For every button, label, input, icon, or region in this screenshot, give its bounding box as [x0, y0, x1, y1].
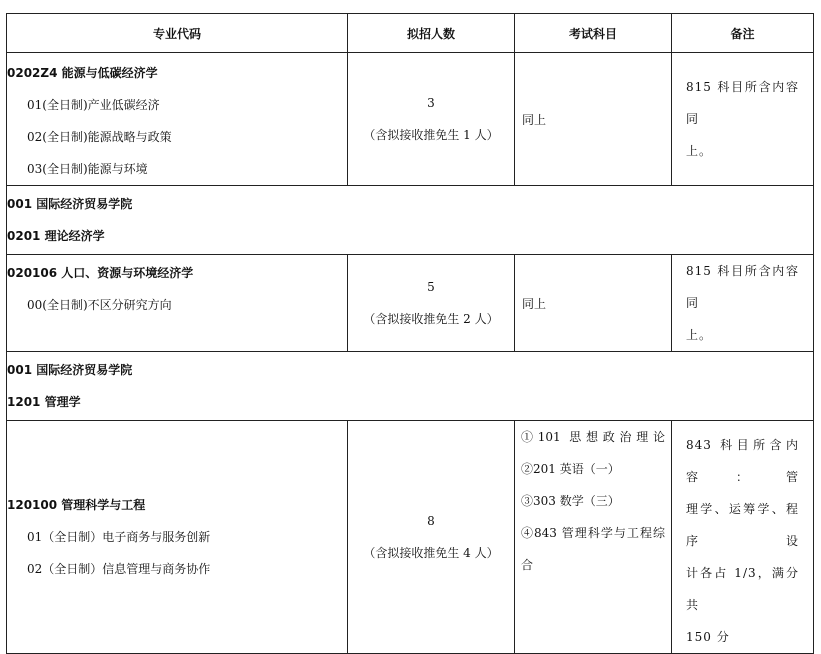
planned-count-note: （含拟接收推免生 4 人）	[363, 546, 499, 560]
header-planned-count: 拟招人数	[348, 14, 515, 53]
section-row-school	[7, 186, 814, 255]
subject-item: ③303 数学（三）	[521, 494, 620, 508]
major-name: 0202Z4 能源与低碳经济学	[7, 66, 158, 80]
school-name: 001 国际经济贸易学院	[7, 363, 133, 377]
remarks-cell	[672, 255, 814, 352]
planned-count: 8	[427, 514, 435, 528]
subject-item: ④843 管理科学与工程综	[521, 526, 665, 540]
major-cell	[7, 421, 348, 654]
header-remarks: 备注	[672, 14, 814, 53]
section-cell	[7, 186, 814, 255]
major-cell	[7, 255, 348, 352]
section-cell	[7, 352, 814, 421]
subject-item: ②201 英语（一）	[521, 462, 620, 476]
direction-item: 00(全日制)不区分研究方向	[27, 298, 172, 312]
direction-item: 01（全日制）电子商务与服务创新	[27, 530, 211, 544]
header-exam-subjects: 考试科目	[515, 14, 672, 53]
direction-item: 02(全日制)能源战略与政策	[27, 130, 172, 144]
planned-count-note: （含拟接收推免生 1 人）	[363, 128, 499, 142]
planned-count-note: （含拟接收推免生 2 人）	[363, 312, 499, 326]
planned-count: 5	[427, 280, 435, 294]
remark-line: 815 科目所含内容同	[686, 80, 799, 126]
direction-item: 01(全日制)产业低碳经济	[27, 98, 160, 112]
major-row-020106	[7, 255, 814, 352]
planned-count: 3	[427, 96, 435, 110]
remark-line: 理学、运筹学、程序设	[686, 502, 799, 548]
subjects-cell: 同上	[515, 53, 672, 186]
admissions-table	[6, 13, 814, 654]
count-cell	[348, 53, 515, 186]
remark-line: 计各占 1/3，满分共	[686, 566, 799, 612]
remarks-cell	[672, 421, 814, 654]
subjects-cell: 同上	[515, 255, 672, 352]
major-row-0202z4	[7, 53, 814, 186]
school-name: 001 国际经济贸易学院	[7, 197, 133, 211]
subjects-cell	[515, 421, 672, 654]
header-major-code: 专业代码	[7, 14, 348, 53]
remarks-cell	[672, 53, 814, 186]
subject-item: 合	[521, 558, 534, 572]
major-cell	[7, 53, 348, 186]
major-name: 120100 管理科学与工程	[7, 498, 146, 512]
discipline-name: 0201 理论经济学	[7, 229, 105, 243]
remark-line: 843 科目所含内容：管	[686, 438, 799, 484]
header-row	[7, 14, 814, 53]
discipline-name: 1201 管理学	[7, 395, 81, 409]
count-cell	[348, 255, 515, 352]
section-row-school	[7, 352, 814, 421]
remark-line: 815 科目所含内容同	[686, 264, 799, 310]
major-row-120100	[7, 421, 814, 654]
remark-line: 150 分	[686, 630, 730, 644]
remark-line: 上。	[686, 328, 713, 342]
major-name: 020106 人口、资源与环境经济学	[7, 266, 194, 280]
direction-item: 02（全日制）信息管理与商务协作	[27, 562, 211, 576]
count-cell	[348, 421, 515, 654]
subject-item: ①101 思想政治理论	[521, 430, 665, 444]
direction-item: 03(全日制)能源与环境	[27, 162, 148, 176]
remark-line: 上。	[686, 144, 713, 158]
